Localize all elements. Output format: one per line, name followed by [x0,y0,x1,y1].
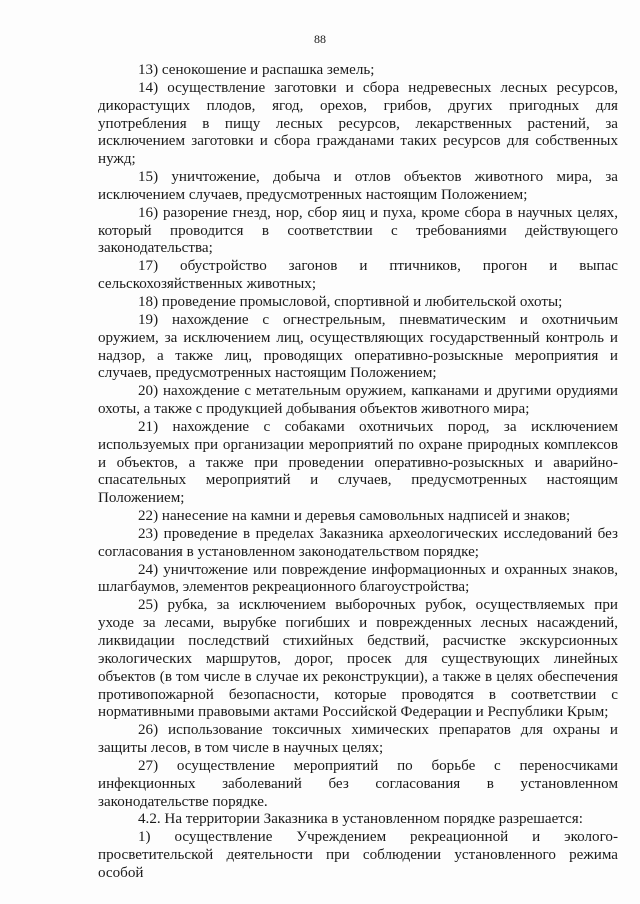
paragraph-item-27: 27) осуществление мероприятий по борьбе с переносчиками инфекционных заболеваний без согласования в установленном законодательстве порядке. [98,757,618,810]
paragraph-item-20: 20) нахождение с метательным оружием, капканами и другими орудиями охоты, а также с продукцией добывания объектов животного мира; [98,383,618,418]
section-heading-4-2: 4.2. На территории Заказника в установленном порядке разрешается: [138,811,583,828]
document-body [98,62,618,883]
paragraph-item-22: 22) нанесение на камни и деревья самовольных надписей и знаков; [138,508,571,525]
paragraph-item-17: 17) обустройство загонов и птичников, прогон и выпас сельскохозяйственных животных; [98,258,618,293]
paragraph-permitted-1: 1) осуществление Учреждением рекреационной и эколого-просветительской деятельности при соблюдении установленного режима особой [98,829,618,881]
paragraph-item-25: 25) рубка, за исключением выборочных рубок, осуществляемых при уходе за лесами, вырубке погибших и поврежденных лесных насаждений, ликвидации последствий стихийных бедствий, расчистке экскурсионных экологических маршрутов, дорог, просек для существующих линейных объектов (в том числе в случае их реконструкции), а также в целях обеспечения противопожарной безопасности, которые проводятся в соответствии с нормативными правовыми актами Российской Федерации и Республики Крым; [98,597,618,721]
paragraph-item-24: 24) уничтожение или повреждение информационных и охранных знаков, шлагбаумов, элементов рекреационного благоустройства; [98,561,618,596]
paragraph-item-16: 16) разорение гнезд, нор, сбор яиц и пуха, кроме сбора в научных целях, который проводится в соответствии с требованиями действующего законодательства; [98,204,618,257]
paragraph-item-19: 19) нахождение с огнестрельным, пневматическим и охотничьим оружием, за исключением лиц, осуществляющих государственный контроль и надзор, а также лиц, проводящих оперативно-розыскные мероприятия и случаев, предусмотренных настоящим Положением; [98,311,618,382]
paragraph-item-13: 13) сенокошение и распашка земель; [138,62,375,78]
paragraph-item-26: 26) использование токсичных химических препаратов для охраны и защиты лесов, в том числе в научных целях; [98,722,618,757]
paragraph-item-15: 15) уничтожение, добыча и отлов объектов животного мира, за исключением случаев, предусмотренных настоящим Положением; [98,169,618,203]
page-number: 88 [314,32,326,46]
paragraph-item-23: 23) проведение в пределах Заказника археологических исследований без согласования в установленном законодательством порядке; [98,525,618,560]
paragraph-item-21: 21) нахождение с собаками охотничьих пород, за исключением используемых при организации мероприятий по охране природных комплексов и объектов, а также при проведении оперативно-розыскных и аварийно-спасательных мероприятий и случаев, предусмотренных настоящим Положением; [98,418,618,507]
paragraph-item-18: 18) проведение промысловой, спортивной и любительской охоты; [138,293,563,310]
paragraph-item-14: 14) осуществление заготовки и сбора недревесных лесных ресурсов, дикорастущих плодов, ягод, орехов, грибов, других пригодных для употребления в пищу лесных ресурсов, лекарственных растений, за исключением заготовки и сбора гражданами таких ресурсов для собственных нужд; [98,79,618,168]
